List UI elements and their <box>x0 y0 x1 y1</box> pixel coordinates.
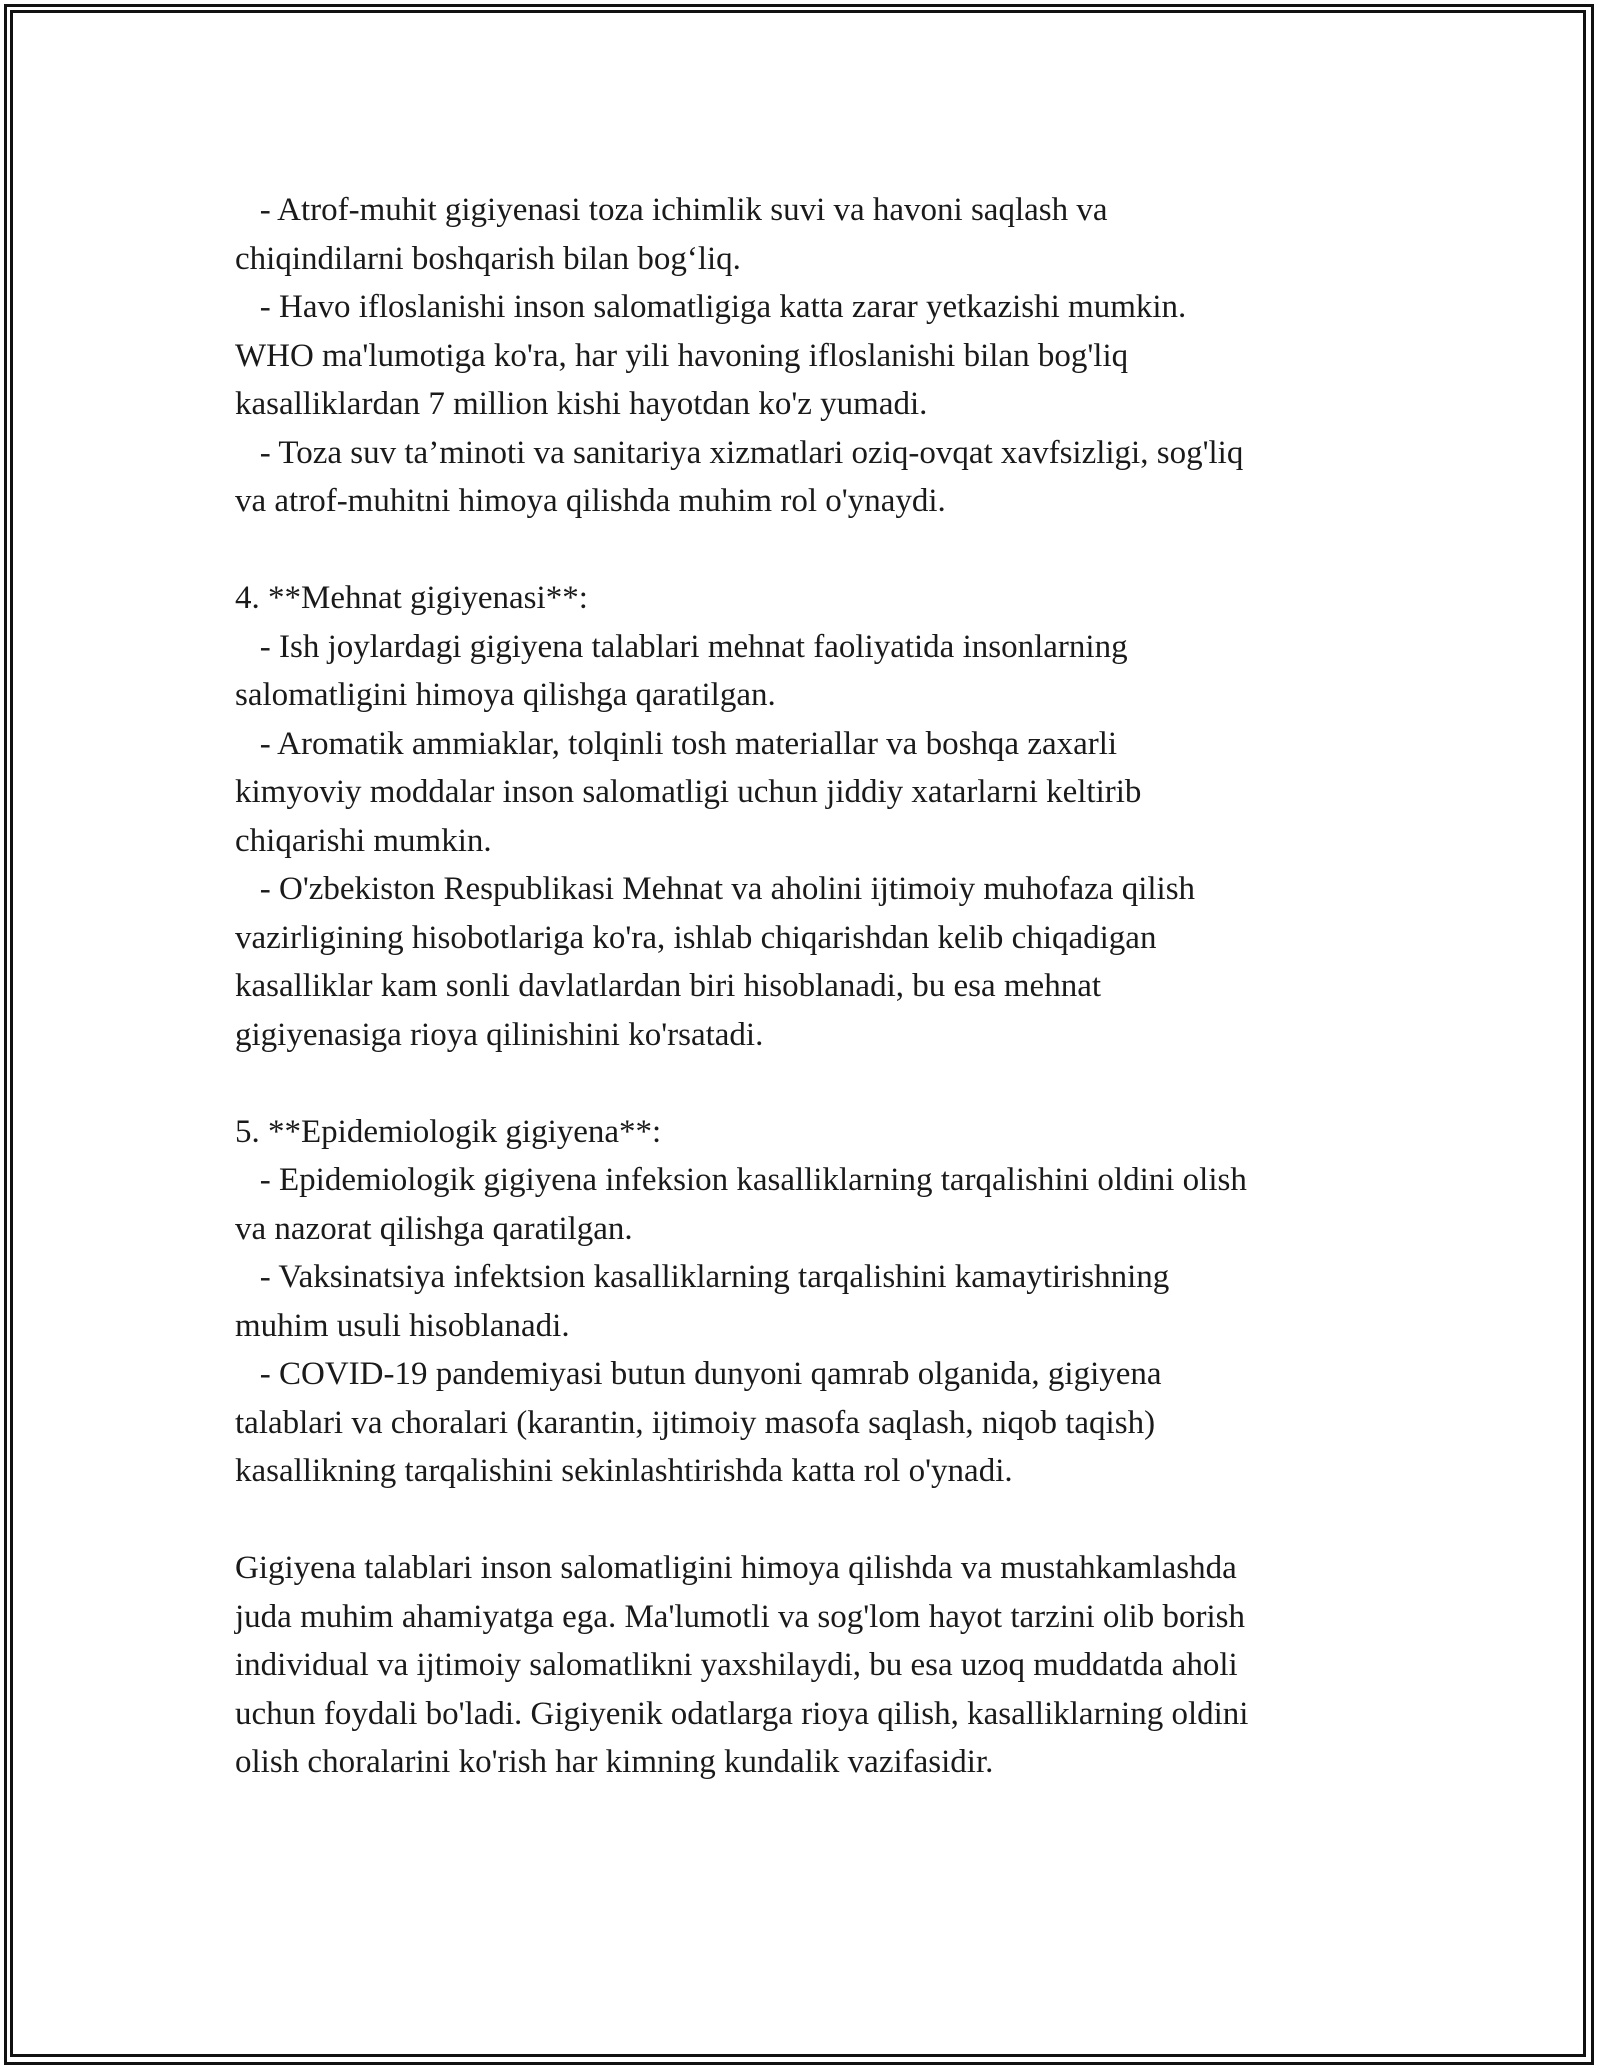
text-line: salomatligini himoya qilishga qaratilgan. <box>235 677 776 713</box>
text-line: - Vaksinatsiya infektsion kasalliklarning tarqalishini kamaytirishning <box>235 1259 1170 1295</box>
text-line: individual va ijtimoiy salomatlikni yaxshilaydi, bu esa uzoq muddatda aholi <box>235 1647 1238 1683</box>
text-line: va atrof-muhitni himoya qilishda muhim rol o'ynaydi. <box>235 483 946 519</box>
text-line: kimyoviy moddalar inson salomatligi uchun jiddiy xatarlarni keltirib <box>235 774 1142 810</box>
text-line: va nazorat qilishga qaratilgan. <box>235 1210 633 1247</box>
text-line: kasalliklar kam sonli davlatlardan biri hisoblanadi, bu esa mehnat <box>235 968 1102 1004</box>
epidemiological-hygiene-section <box>235 1108 1395 1496</box>
section-heading: 4. **Mehnat gigiyenasi**: <box>235 580 588 616</box>
occupational-hygiene-section <box>235 574 1395 1059</box>
text-line: - Aromatik ammiaklar, tolqinli tosh materiallar va boshqa zaxarli <box>235 725 1118 762</box>
text-line: talablari va choralari (karantin, ijtimoiy masofa saqlash, niqob taqish) <box>235 1404 1156 1441</box>
text-line: muhim usuli hisoblanadi. <box>235 1307 570 1344</box>
text-line: - O'zbekiston Respublikasi Mehnat va aholini ijtimoiy muhofaza qilish <box>235 871 1196 907</box>
text-line: Gigiyena talablari inson salomatligini himoya qilishda va mustahkamlashda <box>235 1550 1237 1586</box>
text-line: - Epidemiologik gigiyena infeksion kasalliklarning tarqalishini oldini olish <box>235 1162 1247 1198</box>
document-body <box>235 186 1395 1787</box>
text-line: juda muhim ahamiyatga ega. Ma'lumotli va sog'lom hayot tarzini olib borish <box>235 1598 1245 1635</box>
text-line: - Havo ifloslanishi inson salomatligiga katta zarar yetkazishi mumkin. <box>235 289 1187 325</box>
text-line: vazirligining hisobotlariga ko'ra, ishlab chiqarishdan kelib chiqadigan <box>235 919 1157 956</box>
text-line: gigiyenasiga rioya qilinishini ko'rsatadi. <box>235 1016 764 1053</box>
text-line: - COVID-19 pandemiyasi butun dunyoni qamrab olganida, gigiyena <box>235 1356 1162 1392</box>
section-heading: 5. **Epidemiologik gigiyena**: <box>235 1113 662 1150</box>
paragraph-spacer <box>235 526 1395 575</box>
paragraph-spacer <box>235 1059 1395 1108</box>
text-line: chiqarishi mumkin. <box>235 822 492 859</box>
text-line: kasallikning tarqalishini sekinlashtirishda katta rol o'ynadi. <box>235 1453 1013 1489</box>
text-line: - Ish joylardagi gigiyena talablari mehnat faoliyatida insonlarning <box>235 628 1128 665</box>
conclusion-paragraph <box>235 1544 1395 1787</box>
text-line: uchun foydali bo'ladi. Gigiyenik odatlarga rioya qilish, kasalliklarning oldini <box>235 1695 1249 1732</box>
text-line: kasalliklardan 7 million kishi hayotdan ko'z yumadi. <box>235 386 928 422</box>
text-line: chiqindilarni boshqarish bilan bog‘liq. <box>235 240 741 277</box>
text-line: - Atrof-muhit gigiyenasi toza ichimlik suvi va havoni saqlash va <box>235 192 1108 228</box>
text-line: olish choralarini ko'rish har kimning kundalik vazifasidir. <box>235 1744 994 1780</box>
text-line: - Toza suv ta’minoti va sanitariya xizmatlari oziq-ovqat xavfsizligi, sog'liq <box>235 434 1244 471</box>
text-line: WHO ma'lumotiga ko'ra, har yili havoning ifloslanishi bilan bog'liq <box>235 337 1129 374</box>
environmental-hygiene-section <box>235 186 1395 526</box>
paragraph-spacer <box>235 1496 1395 1545</box>
